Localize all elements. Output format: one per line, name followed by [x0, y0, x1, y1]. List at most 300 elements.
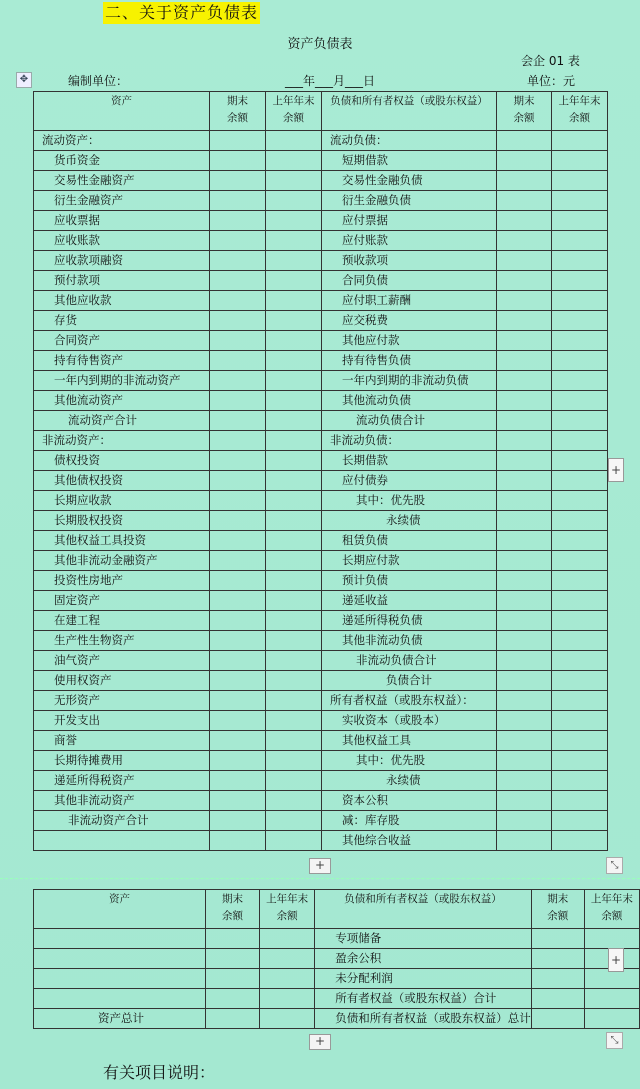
liability-end-balance-cell[interactable] — [497, 251, 552, 271]
asset-end-balance-cell[interactable] — [210, 711, 266, 731]
liability-prev-balance-cell[interactable] — [552, 211, 608, 231]
asset-prev-balance-cell[interactable] — [266, 171, 322, 191]
asset-prev-balance-cell[interactable] — [266, 471, 322, 491]
asset-end-balance-cell[interactable] — [210, 211, 266, 231]
asset-cell[interactable]: 流动资产合计 — [34, 411, 210, 431]
asset-cell[interactable]: 流动资产： — [34, 131, 210, 151]
liability-end-balance-cell[interactable] — [497, 791, 552, 811]
asset-prev-balance-cell[interactable] — [266, 731, 322, 751]
liability-end-balance-cell[interactable] — [497, 571, 552, 591]
asset-cell[interactable]: 存货 — [34, 311, 210, 331]
liability-cell[interactable]: 应付职工薪酬 — [322, 291, 497, 311]
asset-cell[interactable]: 衍生金融资产 — [34, 191, 210, 211]
add-column-button[interactable]: + — [608, 458, 624, 482]
asset-prev-balance-cell[interactable] — [260, 949, 315, 969]
table-row — [34, 511, 608, 531]
liability-end-balance-cell[interactable] — [497, 831, 552, 851]
table-row — [34, 351, 608, 371]
asset-prev-balance-cell[interactable] — [266, 331, 322, 351]
asset-prev-balance-cell[interactable] — [260, 929, 315, 949]
asset-cell[interactable]: 其他流动资产 — [34, 391, 210, 411]
add-row-button-2[interactable]: + — [309, 1034, 331, 1050]
liability-end-balance-cell[interactable] — [497, 231, 552, 251]
table-row — [34, 451, 608, 471]
asset-prev-balance-cell[interactable] — [260, 1009, 315, 1029]
liability-end-balance-cell[interactable] — [497, 691, 552, 711]
unit-label: 单位：元 — [527, 74, 576, 88]
liability-cell[interactable]: 其他应付款 — [322, 331, 497, 351]
asset-prev-balance-cell[interactable] — [266, 491, 322, 511]
liability-end-balance-cell[interactable] — [497, 491, 552, 511]
asset-end-balance-cell[interactable] — [210, 411, 266, 431]
asset-end-balance-cell[interactable] — [210, 791, 266, 811]
liability-prev-balance-cell[interactable] — [552, 271, 608, 291]
asset-cell[interactable]: 使用权资产 — [34, 671, 210, 691]
liability-prev-balance-cell[interactable] — [552, 571, 608, 591]
table-row — [34, 651, 608, 671]
asset-end-balance-cell[interactable] — [210, 611, 266, 631]
liability-end-balance-cell[interactable] — [497, 331, 552, 351]
table-move-handle-icon[interactable]: ✥ — [16, 72, 32, 88]
add-row-button[interactable]: + — [309, 858, 331, 874]
asset-prev-balance-cell[interactable] — [266, 391, 322, 411]
notes-heading: 有关项目说明： — [103, 1063, 216, 1082]
liability-prev-balance-cell[interactable] — [552, 411, 608, 431]
liability-prev-balance-cell[interactable] — [552, 351, 608, 371]
balance-sheet-table-continued[interactable] — [33, 889, 640, 1029]
asset-cell[interactable]: 合同资产 — [34, 331, 210, 351]
liability-cell[interactable]: 其他综合收益 — [322, 831, 497, 851]
asset-cell[interactable]: 长期股权投资 — [34, 511, 210, 531]
liability-end-balance-cell[interactable] — [497, 631, 552, 651]
asset-end-balance-cell[interactable] — [210, 651, 266, 671]
asset-end-balance-cell[interactable] — [210, 491, 266, 511]
liability-cell[interactable]: 其中：优先股 — [322, 751, 497, 771]
table-header-row — [34, 92, 608, 131]
asset-end-balance-cell[interactable] — [210, 311, 266, 331]
asset-prev-balance-cell[interactable] — [266, 771, 322, 791]
asset-cell[interactable]: 持有待售资产 — [34, 351, 210, 371]
liability-cell[interactable]: 专项储备 — [315, 929, 532, 949]
header-asset: 资产 — [34, 890, 206, 929]
table-row — [34, 571, 608, 591]
asset-cell[interactable]: 开发支出 — [34, 711, 210, 731]
asset-prev-balance-cell[interactable] — [266, 791, 322, 811]
asset-cell[interactable]: 应收票据 — [34, 211, 210, 231]
asset-end-balance-cell[interactable] — [210, 531, 266, 551]
liability-prev-balance-cell[interactable] — [552, 371, 608, 391]
asset-cell[interactable]: 货币资金 — [34, 151, 210, 171]
liability-prev-balance-cell[interactable] — [584, 929, 639, 949]
liability-end-balance-cell[interactable] — [497, 651, 552, 671]
asset-end-balance-cell[interactable] — [210, 731, 266, 751]
liability-cell[interactable]: 递延收益 — [322, 591, 497, 611]
liability-cell[interactable]: 盈余公积 — [315, 949, 532, 969]
liability-end-balance-cell[interactable] — [531, 989, 584, 1009]
balance-sheet-table[interactable] — [33, 91, 608, 851]
liability-cell[interactable]: 其他非流动负债 — [322, 631, 497, 651]
asset-prev-balance-cell[interactable] — [266, 311, 322, 331]
liability-prev-balance-cell[interactable] — [584, 1009, 639, 1029]
liability-end-balance-cell[interactable] — [497, 611, 552, 631]
asset-prev-balance-cell[interactable] — [266, 351, 322, 371]
liability-prev-balance-cell[interactable] — [584, 989, 639, 1009]
asset-end-balance-cell[interactable] — [210, 191, 266, 211]
asset-prev-balance-cell[interactable] — [266, 671, 322, 691]
asset-prev-balance-cell[interactable] — [260, 989, 315, 1009]
asset-prev-balance-cell[interactable] — [266, 431, 322, 451]
asset-cell[interactable]: 一年内到期的非流动资产 — [34, 371, 210, 391]
liability-prev-balance-cell[interactable] — [552, 551, 608, 571]
liability-cell[interactable]: 租赁负债 — [322, 531, 497, 551]
liability-prev-balance-cell[interactable] — [552, 171, 608, 191]
asset-end-balance-cell[interactable] — [210, 631, 266, 651]
liability-prev-balance-cell[interactable] — [552, 131, 608, 151]
asset-prev-balance-cell[interactable] — [266, 691, 322, 711]
liability-prev-balance-cell[interactable] — [552, 771, 608, 791]
asset-end-balance-cell[interactable] — [210, 571, 266, 591]
header-end-balance: 期末 余额 — [206, 890, 260, 929]
asset-cell[interactable]: 生产性生物资产 — [34, 631, 210, 651]
liability-end-balance-cell[interactable] — [497, 771, 552, 791]
section-heading: 二、关于资产负债表 — [105, 3, 259, 22]
table-row — [34, 811, 608, 831]
asset-cell[interactable] — [34, 989, 206, 1009]
table-row — [34, 371, 608, 391]
asset-end-balance-cell[interactable] — [210, 231, 266, 251]
asset-end-balance-cell[interactable] — [206, 1009, 260, 1029]
asset-cell[interactable]: 其他非流动金融资产 — [34, 551, 210, 571]
table-row — [34, 949, 640, 969]
asset-end-balance-cell[interactable] — [210, 131, 266, 151]
asset-cell[interactable]: 商誉 — [34, 731, 210, 751]
table-row — [34, 131, 608, 151]
asset-prev-balance-cell[interactable] — [266, 831, 322, 851]
asset-prev-balance-cell[interactable] — [266, 151, 322, 171]
asset-prev-balance-cell[interactable] — [266, 251, 322, 271]
table-row — [34, 929, 640, 949]
asset-cell[interactable]: 其他应收款 — [34, 291, 210, 311]
table-row — [34, 791, 608, 811]
liability-prev-balance-cell[interactable] — [552, 431, 608, 451]
liability-cell[interactable]: 合同负债 — [322, 271, 497, 291]
liability-end-balance-cell[interactable] — [531, 949, 584, 969]
asset-end-balance-cell[interactable] — [210, 151, 266, 171]
asset-end-balance-cell[interactable] — [210, 331, 266, 351]
liability-end-balance-cell[interactable] — [497, 591, 552, 611]
liability-cell[interactable]: 实收资本（或股本） — [322, 711, 497, 731]
liability-prev-balance-cell[interactable] — [552, 311, 608, 331]
asset-prev-balance-cell[interactable] — [266, 711, 322, 731]
asset-end-balance-cell[interactable] — [210, 291, 266, 311]
liability-prev-balance-cell[interactable] — [552, 671, 608, 691]
asset-cell[interactable]: 固定资产 — [34, 591, 210, 611]
asset-end-balance-cell[interactable] — [210, 271, 266, 291]
asset-end-balance-cell[interactable] — [210, 691, 266, 711]
liability-prev-balance-cell[interactable] — [552, 391, 608, 411]
table-row — [34, 671, 608, 691]
asset-cell[interactable]: 应收款项融资 — [34, 251, 210, 271]
liability-end-balance-cell[interactable] — [531, 969, 584, 989]
asset-prev-balance-cell[interactable] — [266, 211, 322, 231]
liability-end-balance-cell[interactable] — [497, 191, 552, 211]
header-prev-balance-2: 上年年末 余额 — [552, 92, 608, 131]
table-row — [34, 491, 608, 511]
asset-end-balance-cell[interactable] — [210, 811, 266, 831]
asset-end-balance-cell[interactable] — [210, 371, 266, 391]
asset-end-balance-cell[interactable] — [210, 831, 266, 851]
liability-cell[interactable]: 负债合计 — [322, 671, 497, 691]
asset-prev-balance-cell[interactable] — [266, 651, 322, 671]
asset-prev-balance-cell[interactable] — [266, 591, 322, 611]
asset-prev-balance-cell[interactable] — [266, 511, 322, 531]
liability-prev-balance-cell[interactable] — [552, 631, 608, 651]
liability-cell[interactable]: 预计负债 — [322, 571, 497, 591]
asset-prev-balance-cell[interactable] — [266, 271, 322, 291]
liability-end-balance-cell[interactable] — [497, 811, 552, 831]
liability-prev-balance-cell[interactable] — [552, 751, 608, 771]
liability-prev-balance-cell[interactable] — [552, 251, 608, 271]
liability-end-balance-cell[interactable] — [497, 511, 552, 531]
asset-end-balance-cell[interactable] — [210, 751, 266, 771]
asset-end-balance-cell[interactable] — [206, 949, 260, 969]
asset-cell[interactable]: 非流动资产合计 — [34, 811, 210, 831]
table-row — [34, 471, 608, 491]
table-title: 资产负债表 — [287, 37, 353, 52]
table-resize-handle-icon-2[interactable]: ⤡ — [606, 1032, 623, 1049]
liability-prev-balance-cell[interactable] — [552, 191, 608, 211]
liability-prev-balance-cell[interactable] — [552, 471, 608, 491]
liability-prev-balance-cell[interactable] — [552, 811, 608, 831]
table-row — [34, 171, 608, 191]
liability-cell[interactable]: 应付账款 — [322, 231, 497, 251]
asset-end-balance-cell[interactable] — [210, 551, 266, 571]
table-row — [34, 391, 608, 411]
liability-prev-balance-cell[interactable] — [552, 151, 608, 171]
asset-end-balance-cell[interactable] — [210, 431, 266, 451]
liability-prev-balance-cell[interactable] — [552, 451, 608, 471]
table-row — [34, 1009, 640, 1029]
table-row — [34, 431, 608, 451]
asset-cell[interactable]: 应收账款 — [34, 231, 210, 251]
asset-end-balance-cell[interactable] — [206, 929, 260, 949]
header-liability: 负债和所有者权益（或股东权益） — [315, 890, 532, 929]
asset-end-balance-cell[interactable] — [206, 969, 260, 989]
liability-prev-balance-cell[interactable] — [552, 831, 608, 851]
asset-prev-balance-cell[interactable] — [266, 371, 322, 391]
table-row — [34, 551, 608, 571]
liability-cell[interactable]: 短期借款 — [322, 151, 497, 171]
liability-cell[interactable]: 资本公积 — [322, 791, 497, 811]
asset-cell[interactable]: 其他债权投资 — [34, 471, 210, 491]
liability-end-balance-cell[interactable] — [497, 751, 552, 771]
liability-cell[interactable]: 流动负债： — [322, 131, 497, 151]
asset-prev-balance-cell[interactable] — [266, 531, 322, 551]
liability-cell[interactable]: 应付票据 — [322, 211, 497, 231]
asset-end-balance-cell[interactable] — [210, 511, 266, 531]
asset-cell[interactable]: 债权投资 — [34, 451, 210, 471]
asset-cell[interactable]: 非流动资产： — [34, 431, 210, 451]
liability-cell[interactable]: 交易性金融负债 — [322, 171, 497, 191]
liability-cell[interactable]: 负债和所有者权益（或股东权益）总计 — [315, 1009, 532, 1029]
asset-cell[interactable]: 其他权益工具投资 — [34, 531, 210, 551]
asset-prev-balance-cell[interactable] — [266, 571, 322, 591]
asset-end-balance-cell[interactable] — [210, 391, 266, 411]
liability-cell[interactable]: 长期借款 — [322, 451, 497, 471]
liability-end-balance-cell[interactable] — [497, 711, 552, 731]
asset-prev-balance-cell[interactable] — [266, 631, 322, 651]
asset-end-balance-cell[interactable] — [210, 591, 266, 611]
liability-prev-balance-cell[interactable] — [552, 711, 608, 731]
table-row — [34, 251, 608, 271]
asset-prev-balance-cell[interactable] — [266, 131, 322, 151]
asset-cell[interactable]: 预付款项 — [34, 271, 210, 291]
liability-prev-balance-cell[interactable] — [552, 231, 608, 251]
liability-end-balance-cell[interactable] — [497, 451, 552, 471]
header-liability: 负债和所有者权益（或股东权益） — [322, 92, 497, 131]
asset-end-balance-cell[interactable] — [210, 351, 266, 371]
liability-end-balance-cell[interactable] — [497, 531, 552, 551]
table-row — [34, 611, 608, 631]
table-row — [34, 231, 608, 251]
liability-prev-balance-cell[interactable] — [552, 731, 608, 751]
asset-end-balance-cell[interactable] — [210, 471, 266, 491]
asset-end-balance-cell[interactable] — [206, 989, 260, 1009]
asset-cell[interactable]: 在建工程 — [34, 611, 210, 631]
liability-cell[interactable]: 未分配利润 — [315, 969, 532, 989]
asset-prev-balance-cell[interactable] — [266, 811, 322, 831]
liability-cell[interactable]: 流动负债合计 — [322, 411, 497, 431]
liability-cell[interactable]: 非流动负债合计 — [322, 651, 497, 671]
asset-cell[interactable]: 其他非流动资产 — [34, 791, 210, 811]
liability-end-balance-cell[interactable] — [497, 731, 552, 751]
asset-cell[interactable]: 长期待摊费用 — [34, 751, 210, 771]
liability-end-balance-cell[interactable] — [497, 311, 552, 331]
liability-end-balance-cell[interactable] — [497, 291, 552, 311]
asset-end-balance-cell[interactable] — [210, 451, 266, 471]
liability-prev-balance-cell[interactable] — [552, 791, 608, 811]
liability-cell[interactable]: 预收款项 — [322, 251, 497, 271]
asset-prev-balance-cell[interactable] — [266, 451, 322, 471]
header-prev-balance: 上年年末 余额 — [260, 890, 315, 929]
liability-end-balance-cell[interactable] — [497, 131, 552, 151]
asset-end-balance-cell[interactable] — [210, 251, 266, 271]
asset-cell[interactable]: 油气资产 — [34, 651, 210, 671]
liability-cell[interactable]: 所有者权益（或股东权益）： — [322, 691, 497, 711]
asset-cell[interactable]: 交易性金融资产 — [34, 171, 210, 191]
asset-cell[interactable]: 无形资产 — [34, 691, 210, 711]
liability-prev-balance-cell[interactable] — [552, 491, 608, 511]
asset-prev-balance-cell[interactable] — [266, 611, 322, 631]
asset-prev-balance-cell[interactable] — [266, 751, 322, 771]
asset-cell[interactable] — [34, 969, 206, 989]
table-row — [34, 331, 608, 351]
liability-cell[interactable]: 应交税费 — [322, 311, 497, 331]
asset-cell[interactable] — [34, 949, 206, 969]
liability-cell[interactable]: 持有待售负债 — [322, 351, 497, 371]
asset-prev-balance-cell[interactable] — [266, 411, 322, 431]
table-row — [34, 631, 608, 651]
prepared-by-label: 编制单位： — [68, 74, 129, 88]
liability-cell[interactable]: 应付债券 — [322, 471, 497, 491]
date-label: ___年___月___日 — [285, 74, 376, 88]
liability-end-balance-cell[interactable] — [497, 431, 552, 451]
table-row — [34, 751, 608, 771]
table-resize-handle-icon[interactable]: ⤡ — [606, 857, 623, 874]
liability-prev-balance-cell[interactable] — [552, 651, 608, 671]
table-row — [34, 989, 640, 1009]
liability-cell[interactable]: 其中：优先股 — [322, 491, 497, 511]
liability-end-balance-cell[interactable] — [497, 391, 552, 411]
add-column-button-2[interactable]: + — [608, 948, 624, 972]
table-row — [34, 531, 608, 551]
liability-end-balance-cell[interactable] — [497, 471, 552, 491]
liability-end-balance-cell[interactable] — [497, 151, 552, 171]
table-row — [34, 411, 608, 431]
liability-cell[interactable]: 其他流动负债 — [322, 391, 497, 411]
liability-cell[interactable]: 一年内到期的非流动负债 — [322, 371, 497, 391]
liability-cell[interactable]: 长期应付款 — [322, 551, 497, 571]
liability-cell[interactable]: 减：库存股 — [322, 811, 497, 831]
asset-prev-balance-cell[interactable] — [266, 291, 322, 311]
form-code: 会企 01 表 — [521, 54, 580, 68]
asset-end-balance-cell[interactable] — [210, 171, 266, 191]
liability-cell[interactable]: 其他权益工具 — [322, 731, 497, 751]
header-prev-balance: 上年年末 余额 — [266, 92, 322, 131]
asset-prev-balance-cell[interactable] — [260, 969, 315, 989]
asset-prev-balance-cell[interactable] — [266, 191, 322, 211]
liability-end-balance-cell[interactable] — [497, 671, 552, 691]
asset-cell[interactable]: 递延所得税资产 — [34, 771, 210, 791]
liability-end-balance-cell[interactable] — [497, 271, 552, 291]
liability-end-balance-cell[interactable] — [497, 171, 552, 191]
asset-cell[interactable] — [34, 831, 210, 851]
asset-prev-balance-cell[interactable] — [266, 231, 322, 251]
liability-end-balance-cell[interactable] — [497, 551, 552, 571]
asset-end-balance-cell[interactable] — [210, 671, 266, 691]
liability-end-balance-cell[interactable] — [497, 371, 552, 391]
liability-end-balance-cell[interactable] — [531, 929, 584, 949]
liability-end-balance-cell[interactable] — [497, 411, 552, 431]
asset-cell[interactable]: 长期应收款 — [34, 491, 210, 511]
liability-cell[interactable]: 所有者权益（或股东权益）合计 — [315, 989, 532, 1009]
asset-end-balance-cell[interactable] — [210, 771, 266, 791]
liability-prev-balance-cell[interactable] — [552, 291, 608, 311]
asset-cell[interactable]: 投资性房地产 — [34, 571, 210, 591]
table-row — [34, 191, 608, 211]
liability-prev-balance-cell[interactable] — [552, 691, 608, 711]
table-row — [34, 731, 608, 751]
liability-prev-balance-cell[interactable] — [552, 591, 608, 611]
header-end-balance-2: 期末 余额 — [497, 92, 552, 131]
liability-prev-balance-cell[interactable] — [552, 511, 608, 531]
liability-prev-balance-cell[interactable] — [552, 531, 608, 551]
liability-prev-balance-cell[interactable] — [552, 331, 608, 351]
liability-prev-balance-cell[interactable] — [552, 611, 608, 631]
liability-end-balance-cell[interactable] — [497, 211, 552, 231]
liability-cell[interactable]: 永续债 — [322, 771, 497, 791]
liability-cell[interactable]: 永续债 — [322, 511, 497, 531]
asset-prev-balance-cell[interactable] — [266, 551, 322, 571]
liability-cell[interactable]: 衍生金融负债 — [322, 191, 497, 211]
table-row — [34, 151, 608, 171]
liability-cell[interactable]: 非流动负债： — [322, 431, 497, 451]
liability-end-balance-cell[interactable] — [531, 1009, 584, 1029]
asset-cell[interactable]: 资产总计 — [34, 1009, 206, 1029]
asset-cell[interactable] — [34, 929, 206, 949]
liability-end-balance-cell[interactable] — [497, 351, 552, 371]
liability-cell[interactable]: 递延所得税负债 — [322, 611, 497, 631]
